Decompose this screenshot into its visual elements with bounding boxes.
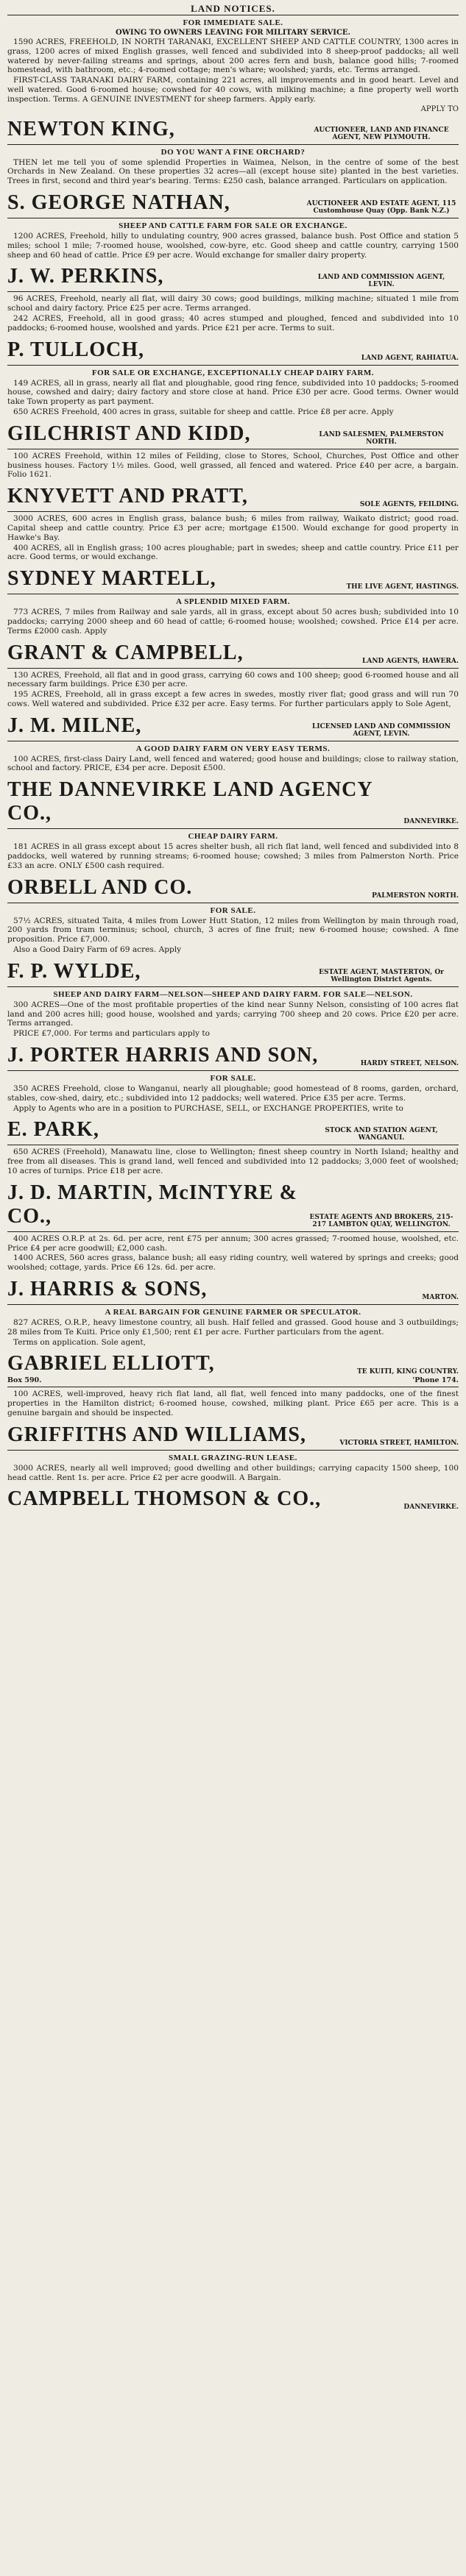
agent-name: J. HARRIS & SONS,: [7, 1278, 208, 1301]
ad-block: [7, 1387, 459, 1420]
ad-block: [7, 420, 459, 449]
ad-paragraph: FIRST-CLASS TARANAKI DAIRY FARM, containing 221 acres, all improvements and in good heart. Level and well watered. Good 6-roomed house; cowshed for 40 cows, with milking machine; a fine property well worth inspection. Terms. A GENUINE INVESTMENT for sheep farmers. Apply early.: [7, 76, 459, 104]
ad-block: [7, 1145, 459, 1178]
agent-details: VICTORIA STREET, HAMILTON.: [339, 1439, 459, 1447]
ad-paragraph: 350 ACRES Freehold, close to Wanganui, nearly all ploughable; good homestead of 8 rooms, garden, orchard, stables, cow-shed, dairy, etc.; subdivided into 12 paddocks; well watered. Price £35 per acre. Terms.: [7, 1084, 459, 1103]
agent-details: SOLE AGENTS, FEILDING.: [359, 501, 459, 509]
ad-paragraph: 195 ACRES, Freehold, all in grass except a few acres in swedes, mostly river flat; good grass and will run 70 cows. Well watered and subdivided. Price £32 per acre. Easy terms. For further particulars apply to Sole Agent,: [7, 690, 459, 708]
agent-box-number: Box 590.: [7, 1376, 42, 1385]
agent-row: [7, 265, 459, 288]
ad-paragraph: 650 ACRES (Freehold), Manawatu line, close to Wellington; finest sheep country in North Island; healthy and free from all diseases. This is grand land, well fenced and subdivided into 12 paddocks; 3,000 feet of woolshed; 10 acres of turnips. Price £18 per acre.: [7, 1148, 459, 1176]
ad-block: [7, 263, 459, 291]
ad-paragraph: 1200 ACRES, Freehold, hilly to undulating country, 900 acres grassed, balance bush. Post Office and station 5 miles; school 1 mile; 7-roomed house, woolshed, cow-byre, etc. Good sheep and cattle country, carrying 1500 sheep and 60 head of cattle. Price £9 per acre. Would exchange for smaller dairy property.: [7, 231, 459, 260]
agent-row: [7, 485, 459, 508]
ad-title: A REAL BARGAIN FOR GENUINE FARMER OR SPECULATOR.: [105, 1308, 361, 1317]
agent-row: [7, 191, 459, 215]
agent-details: TE KUITI, KING COUNTRY.: [357, 1368, 459, 1376]
agent-row: [7, 714, 459, 738]
agent-name: F. P. WYLDE,: [7, 959, 141, 983]
ad-paragraph: 400 ACRES O.R.P. at 2s. 6d. per acre, rent £75 per annum; 300 acres grassed; 7-roomed house, woolshed, etc. Price £4 per acre goodwill; £2,000 cash.: [7, 1234, 459, 1253]
agent-row: [7, 778, 459, 825]
ad-block: [7, 115, 459, 144]
agent-row: [7, 1181, 459, 1228]
ad-block: [7, 449, 459, 483]
ad-block: [7, 958, 459, 986]
agent-name: SYDNEY MARTELL,: [7, 567, 216, 591]
ad-title: SHEEP AND CATTLE FARM FOR SALE OR EXCHANGE.: [119, 221, 347, 230]
agent-row: [7, 338, 459, 362]
agent-row: [7, 1044, 459, 1067]
ad-block: [7, 903, 459, 958]
ad-block: [7, 1070, 459, 1116]
agent-row: [7, 1423, 459, 1447]
agent-name: GRANT & CAMPBELL,: [7, 641, 244, 664]
agent-name: J. PORTER HARRIS AND SON,: [7, 1044, 319, 1067]
ad-block: [7, 668, 459, 712]
agent-name: P. TULLOCH,: [7, 338, 145, 361]
ad-paragraph: 3000 ACRES, 600 acres in English grass, balance bush; 6 miles from railway, Waikato district; good road. Capital sheep and cattle country. Price £3 per acre; mortgage £1500. Would exchange for good property in Hawke's Bay.: [7, 514, 459, 542]
agent-row: [7, 876, 459, 900]
ad-paragraph: 1590 ACRES, FREEHOLD, IN NORTH TARANAKI, EXCELLENT SHEEP AND CATTLE COUNTRY, 1300 acres in grass, 1200 acres of mixed English grasses, well fenced and subdivided into 8 sheep-proof paddocks; all well watered by never-failing streams and springs, about 200 acres fern and bush, balance good hills; 7-roomed homestead, with bathroom, etc.; 4-roomed cottage; men's whare; woolshed; yards, etc. Terms arranged.: [7, 38, 459, 75]
agent-name: NEWTON KING,: [7, 117, 175, 140]
ad-paragraph: PRICE £7,000. For terms and particulars apply to: [13, 1029, 210, 1039]
ad-title: SMALL GRAZING-RUN LEASE.: [169, 1453, 297, 1462]
ad-block: [7, 1116, 459, 1145]
agent-details: DANNEVIRKE.: [403, 1504, 459, 1512]
agent-row: [7, 1118, 459, 1142]
agent-name: KNYVETT AND PRATT,: [7, 485, 248, 508]
agent-details: LAND SALESMEN, PALMERSTON NORTH.: [319, 430, 444, 446]
ad-subtitle: OWING TO OWNERS LEAVING FOR MILITARY SERVICE.: [115, 29, 351, 37]
page-header: LAND NOTICES.: [191, 3, 275, 14]
ad-title: FOR SALE.: [210, 1074, 256, 1084]
agent-details: STOCK AND STATION AGENT, WANGANUI.: [325, 1127, 438, 1142]
ad-block: [7, 594, 459, 638]
ad-block: [7, 639, 459, 668]
agent-row: [7, 422, 459, 446]
ad-block: [7, 365, 459, 420]
ad-block: [7, 1421, 459, 1450]
ad-paragraph: THEN let me tell you of some splendid Properties in Waimea, Nelson, in the centre of some of the best Orchards in New Zealand. On these properties 32 acres—all (except house site) planted in the best varieties. Trees in first, second and third year's bearing. Terms: £250 cash, balance arranged. Particulars on application.: [7, 157, 459, 186]
agent-details: AUCTIONEER AND ESTATE AGENT, 115 Customhouse Quay (Opp. Bank N.Z.): [306, 199, 456, 215]
ad-paragraph: 773 ACRES, 7 miles from Railway and sale yards, all in grass, except about 50 acres bush; subdivided into 10 paddocks; carrying 2000 sheep and 60 head of cattle; 6-roomed house; woolshed; cowshed. Price £14 per acre. Terms £2000 cash. Apply: [7, 608, 459, 636]
agent-row: [7, 118, 459, 141]
agent-details: PALMERSTON NORTH.: [372, 892, 459, 900]
ad-block: [7, 1042, 459, 1070]
ad-paragraph: 149 ACRES, all in grass, nearly all flat and ploughable, good ring fence, subdivided into 10 paddocks; 5-roomed house, cowshed and dairy; dairy factory and store close at hand. Price £30 per acre. Good terms. Owner would take Town property as part payment.: [7, 378, 459, 407]
agent-details: LICENSED LAND AND COMMISSION AGENT, LEVIN.: [312, 722, 451, 738]
agent-details: HARDY STREET, NELSON.: [360, 1060, 459, 1068]
ad-paragraph: Also a Good Dairy Farm of 69 acres. Apply: [13, 945, 182, 955]
ad-paragraph: 242 ACRES, Freehold, all in good grass; 40 acres stumped and ploughed, fenced and subdivided into 10 paddocks; 6-roomed house, woolshed and yards. Price £21 per acre. Terms to suit.: [7, 313, 459, 332]
agent-name: J. W. PERKINS,: [7, 265, 164, 288]
ad-paragraph: Terms on application. Sole agent,: [13, 1337, 146, 1347]
agent-details: LAND AGENTS, HAWERA.: [362, 657, 459, 665]
ad-block: [7, 776, 459, 828]
ad-paragraph: 100 ACRES, well-improved, heavy rich flat land, all flat, well fenced into many paddocks, one of the finest properties in the Hamilton district; 6-roomed house, cowshed, milking plant. Price £65 per acre. This is a genuine bargain and should be inspected.: [7, 1390, 459, 1417]
ad-block: [7, 189, 459, 218]
ad-block: [7, 1275, 459, 1304]
ad-title: A SPLENDID MIXED FARM.: [175, 597, 291, 607]
agent-name: ORBELL AND CO.: [7, 875, 193, 899]
agent-row: [7, 960, 459, 983]
ad-paragraph: 1400 ACRES, 560 acres grass, balance bush; all easy riding country, well watered by springs and creeks; good woolshed; cottage, yards. Price £6 12s. 6d. per acre.: [7, 1253, 459, 1273]
ad-block: [7, 874, 459, 903]
ad-block: [7, 741, 459, 777]
ad-block: [7, 1350, 459, 1387]
ad-title: CHEAP DAIRY FARM.: [188, 832, 278, 842]
ad-block: [7, 1304, 459, 1350]
ad-block: [7, 218, 459, 263]
ad-title: SHEEP AND DAIRY FARM—NELSON—SHEEP AND DAIRY FARM. FOR SALE—NELSON.: [53, 989, 413, 999]
agent-name: CAMPBELL THOMSON & CO.,: [7, 1487, 322, 1511]
ad-title: FOR SALE OR EXCHANGE, EXCEPTIONALLY CHEAP DAIRY FARM.: [91, 368, 375, 377]
ad-paragraph: 100 ACRES, first-class Dairy Land, well fenced and watered; good house and buildings; close to railway station, school and factory. PRICE, £34 per acre. Deposit £500.: [7, 754, 459, 773]
ad-block: [7, 336, 459, 365]
ad-title: FOR SALE.: [210, 905, 256, 915]
ad-block: [7, 291, 459, 335]
agent-extra: [7, 1376, 459, 1384]
agent-details: MARTON.: [422, 1294, 459, 1302]
ad-paragraph: 3000 ACRES, nearly all well improved; good dwelling and other buildings; carrying capacity 1500 sheep, 100 head cattle. Rent 1s. per acre. Price £2 per acre goodwill. A Bargain.: [7, 1463, 459, 1482]
agent-row: [7, 641, 459, 665]
ad-block: [7, 712, 459, 741]
agent-name: E. PARK,: [7, 1118, 99, 1142]
land-notices-column: [7, 15, 459, 1514]
agent-row: [7, 567, 459, 591]
ad-block: [7, 1450, 459, 1486]
ad-paragraph: Apply to Agents who are in a position to PURCHASE, SELL, or EXCHANGE PROPERTIES, write to: [13, 1103, 403, 1113]
agent-details: ESTATE AGENTS AND BROKERS, 215-217 LAMBTON QUAY, WELLINGTON.: [309, 1213, 453, 1228]
ad-block: [7, 15, 459, 115]
agent-name: J. M. MILNE,: [7, 714, 142, 737]
agent-details: LAND AGENT, RAHIATUA.: [361, 354, 459, 362]
ad-block: [7, 1231, 459, 1275]
agent-name: S. GEORGE NATHAN,: [7, 191, 230, 214]
agent-name: THE DANNEVIRKE LAND AGENCY CO.,: [7, 778, 373, 825]
agent-name: GRIFFITHS AND WILLIAMS,: [7, 1423, 307, 1446]
ad-title: FOR IMMEDIATE SALE.: [183, 18, 283, 27]
ad-title: A GOOD DAIRY FARM ON VERY EASY TERMS.: [135, 744, 331, 753]
agent-name: GILCHRIST AND KIDD,: [7, 421, 251, 445]
ad-block: [7, 565, 459, 594]
agent-row: [7, 1352, 459, 1376]
ad-paragraph: 400 ACRES, all in English grass; 100 acres ploughable; part in swedes; sheep and cattle country. Price £11 per acre. Good terms, or would exchange.: [7, 543, 459, 562]
agent-details: THE LIVE AGENT, HASTINGS.: [346, 583, 459, 591]
ad-paragraph: 57½ ACRES, situated Taita, 4 miles from Lower Hutt Station, 12 miles from Wellington by main through road, 200 yards from tram terminus; school, church, 3 acres of fine fruit; new 6-roomed house; cowshed. A fine proposition. Price £7,000.: [7, 916, 459, 944]
agent-name: J. D. MARTIN, McINTYRE & CO.,: [7, 1181, 297, 1228]
agent-details: ESTATE AGENT, MASTERTON, Or Wellington District Agents.: [319, 968, 444, 983]
agent-details: AUCTIONEER, LAND AND FINANCE AGENT, NEW PLYMOUTH.: [314, 126, 449, 141]
ad-block: [7, 144, 459, 189]
ad-paragraph: 100 ACRES Freehold, within 12 miles of Feilding, close to Stores, School, Churches, Post Office and other business houses. Factory 1½ miles. Good, well grassed, all fenced and watered. Price £40 per acre, a bargain. Folio 1621.: [7, 451, 459, 480]
agent-name: GABRIEL ELLIOTT,: [7, 1352, 215, 1376]
ad-paragraph: 96 ACRES, Freehold, nearly all flat, will dairy 30 cows; good buildings, milking machine; situated 1 mile from school and dairy factory. Price £25 per acre. Terms arranged.: [7, 294, 459, 313]
ad-paragraph: 300 ACRES—One of the most profitable properties of the kind near Sunny Nelson, consisting of 100 acres flat land and 200 acres hill; good house, woolshed and yards; carrying 700 sheep and 20 cows. Price £20 per acre. Terms arranged.: [7, 1000, 459, 1028]
ad-block: [7, 1179, 459, 1231]
ad-block: [7, 986, 459, 1042]
agent-phone: 'Phone 174.: [412, 1376, 459, 1385]
agent-row: [7, 1278, 459, 1301]
ad-paragraph: 181 ACRES in all grass except about 15 acres shelter bush, all rich flat land, well fenced and subdivided into 8 paddocks, well watered by running streams; 6-roomed house; cowshed; 3 miles from Palmerston North. Price £33 an acre. ONLY £500 cash required.: [7, 842, 459, 870]
ad-block: [7, 1485, 459, 1514]
ad-paragraph: 130 ACRES, Freehold, all flat and in good grass, carrying 60 cows and 100 sheep; good 6-roomed house and all necessary farm buildings. Price £30 per acre.: [7, 670, 459, 689]
ad-block: [7, 511, 459, 565]
ad-paragraph: 650 ACRES Freehold, 400 acres in grass, suitable for sheep and cattle. Price £8 per acre. Apply: [13, 407, 394, 416]
ad-block: [7, 483, 459, 511]
agent-details: LAND AND COMMISSION AGENT, LEVIN.: [317, 274, 445, 289]
agent-details: DANNEVIRKE.: [403, 818, 459, 826]
ad-title: DO YOU WANT A FINE ORCHARD?: [160, 147, 306, 157]
ad-apply-line: APPLY TO: [420, 104, 459, 113]
ad-paragraph: 827 ACRES, O.R.P., heavy limestone country, all bush. Half felled and grassed. Good house and 3 outbuildings; 28 miles from Te Kuiti. Price only £1,500; rent £1 per acre. Further particulars from the agent.: [7, 1318, 459, 1337]
ad-block: [7, 828, 459, 873]
agent-row: [7, 1487, 459, 1511]
